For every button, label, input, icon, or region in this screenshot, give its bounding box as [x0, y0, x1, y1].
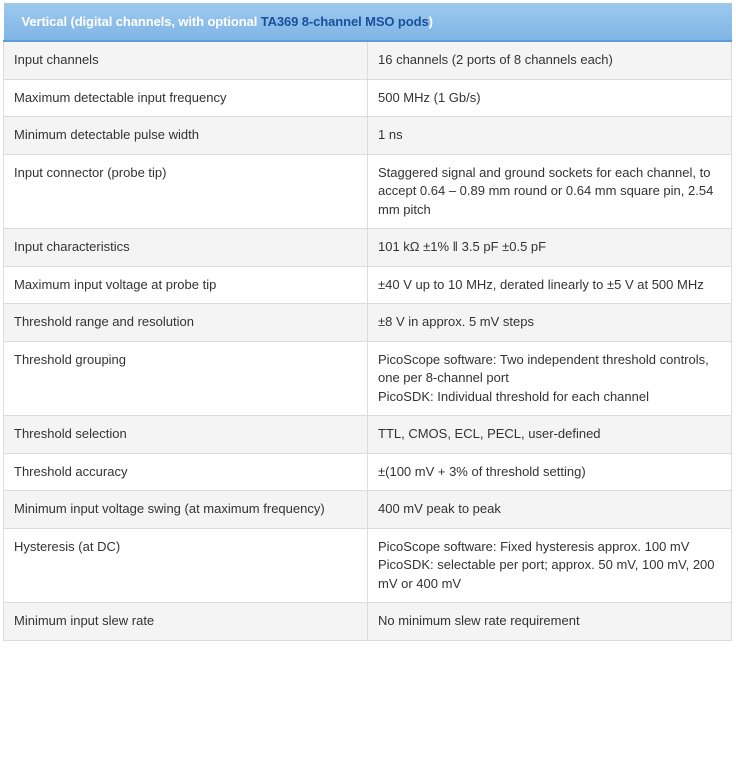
header-suffix: ): [428, 14, 433, 29]
table-row: [4, 416, 732, 454]
spec-value: [368, 79, 732, 117]
table-row: [4, 304, 732, 342]
spec-value: [368, 453, 732, 491]
table-row: [4, 41, 732, 79]
table-row: [4, 528, 732, 603]
spec-value: [368, 266, 732, 304]
spec-value: [368, 229, 732, 267]
spec-value: [368, 416, 732, 454]
spec-value-line: Staggered signal and ground sockets for each channel, to accept 0.64 – 0.89 mm round or 0.64 mm square pin, 2.54 mm pitch: [378, 164, 714, 217]
spec-value-line: ±8 V in approx. 5 mV steps: [378, 314, 534, 329]
table-row: [4, 266, 732, 304]
spec-value: [368, 117, 732, 155]
spec-label: Minimum detectable pulse width: [4, 117, 368, 155]
spec-value-line: ±(100 mV + 3% of threshold setting): [378, 463, 586, 479]
spec-label: Input channels: [4, 41, 368, 79]
table-row: [4, 603, 732, 641]
table-row: [4, 154, 732, 229]
spec-label: Threshold grouping: [4, 341, 368, 416]
spec-label: Threshold range and resolution: [4, 304, 368, 342]
table-row: [4, 491, 732, 529]
spec-value: [368, 341, 732, 416]
spec-value-line: ±40 V up to 10 MHz, derated linearly to ±5 V at 500 MHz: [378, 276, 704, 292]
spec-label: Input characteristics: [4, 229, 368, 267]
spec-label: Minimum input voltage swing (at maximum frequency): [4, 491, 368, 529]
spec-value-line: 101 kΩ ±1% ǁ 3.5 pF ±0.5 pF: [378, 239, 547, 254]
spec-table-body: [4, 41, 732, 640]
header-prefix: Vertical (digital channels, with optional: [21, 14, 261, 29]
spec-label: Minimum input slew rate: [4, 603, 368, 641]
spec-value: [368, 304, 732, 342]
spec-value-line: PicoSDK: selectable per port; approx. 50 mV, 100 mV, 200 mV or 400 mV: [378, 557, 715, 591]
ta369-pods-link[interactable]: TA369 8-channel MSO pods: [260, 14, 429, 29]
table-header-row: [4, 3, 732, 41]
spec-label: Maximum input voltage at probe tip: [4, 266, 368, 304]
spec-label: Maximum detectable input frequency: [4, 79, 368, 117]
spec-value-line: PicoSDK: Individual threshold for each channel: [378, 388, 649, 404]
spec-label: Threshold accuracy: [4, 453, 368, 491]
spec-value: [368, 41, 732, 79]
spec-value-line: 16 channels (2 ports of 8 channels each): [378, 52, 613, 67]
spec-label: Hysteresis (at DC): [4, 528, 368, 603]
spec-value-line: PicoScope software: Fixed hysteresis approx. 100 mV: [378, 538, 690, 554]
section-header: [4, 3, 732, 41]
table-row: [4, 79, 732, 117]
table-row: [4, 453, 732, 491]
table-row: [4, 341, 732, 416]
table-row: [4, 117, 732, 155]
spec-value-line: TTL, CMOS, ECL, PECL, user-defined: [378, 426, 601, 441]
spec-value: [368, 603, 732, 641]
spec-value-line: 1 ns: [378, 127, 403, 142]
spec-value: [368, 491, 732, 529]
spec-value-line: 500 MHz (1 Gb/s): [378, 89, 481, 105]
table-row: [4, 229, 732, 267]
spec-value-line: No minimum slew rate requirement: [378, 613, 580, 628]
spec-value: [368, 528, 732, 603]
spec-table: [3, 3, 732, 641]
spec-label: Threshold selection: [4, 416, 368, 454]
spec-label: Input connector (probe tip): [4, 154, 368, 229]
spec-value-line: PicoScope software: Two independent threshold controls, one per 8-channel port: [378, 351, 709, 385]
spec-value: [368, 154, 732, 229]
spec-value-line: 400 mV peak to peak: [378, 501, 501, 516]
